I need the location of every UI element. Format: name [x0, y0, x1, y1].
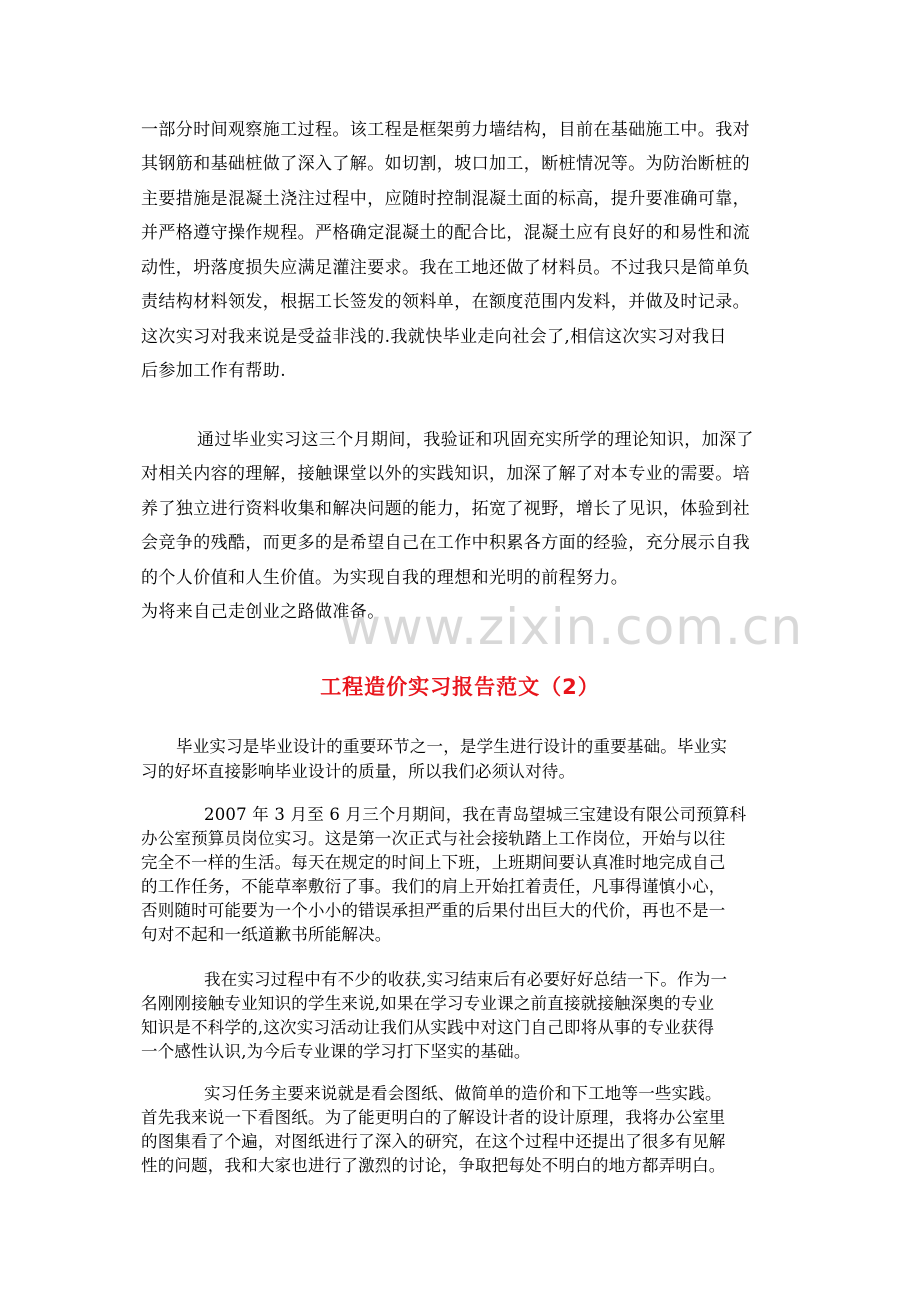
text-line: 习的好坏直接影响毕业设计的质量，所以我们必须认对待。	[141, 762, 576, 781]
text-line: 毕业实习是毕业设计的重要环节之一，是学生进行设计的重要基础。毕业实	[176, 737, 728, 756]
text-line: 对相关内容的理解，接触课堂以外的实践知识，加深了解了对本专业的需要。培	[141, 464, 750, 484]
text-line: 的图集看了个遍，对图纸进行了深入的研究，在这个过程中还提出了很多有见解	[141, 1132, 726, 1151]
section-heading: 工程造价实习报告范文（2）	[320, 675, 600, 699]
text-line: 动性，坍落度损失应满足灌注要求。我在工地还做了材料员。不过我只是简单负	[141, 258, 750, 278]
text-line: 一部分时间观察施工过程。该工程是框架剪力墙结构，目前在基础施工中。我对	[141, 120, 750, 140]
site-watermark: www.zixin.com.cn	[340, 598, 804, 656]
text-line: 其钢筋和基础桩做了深入了解。如切割，坡口加工，断桩情况等。为防治断桩的	[141, 154, 750, 174]
text-line: 完全不一样的生活。每天在规定的时间上下班，上班期间要认真准时地完成自己	[141, 853, 726, 872]
text-line: 养了独立进行资料收集和解决问题的能力，拓宽了视野，增长了见识，体验到社	[141, 499, 750, 519]
text-line: 办公室预算员岗位实习。这是第一次正式与社会接轨踏上工作岗位，开始与以往	[141, 829, 726, 848]
text-line: 知识是不科学的,这次实习活动让我们从实践中对这门自己即将从事的专业获得	[141, 1018, 715, 1037]
text-line: 性的问题，我和大家也进行了激烈的讨论，争取把每处不明白的地方都弄明白。	[141, 1156, 726, 1175]
text-line: 这次实习对我来说是受益非浅的.我就快毕业走向社会了,相信这次实习对我日	[141, 327, 727, 347]
text-line: 我在实习过程中有不少的收获,实习结束后有必要好好总结一下。作为一	[204, 970, 728, 989]
text-line: 首先我来说一下看图纸。为了能更明白的了解设计者的设计原理，我将办公室里	[141, 1108, 726, 1127]
text-line: 句对不起和一纸道歉书所能解决。	[141, 925, 392, 944]
text-line: 实习任务主要来说就是看会图纸、做简单的造价和下工地等一些实践。	[204, 1084, 722, 1103]
text-line: 责结构材料领发，根据工长签发的领料单，在额度范围内发料，并做及时记录。	[141, 292, 750, 312]
text-line: 否则随时可能要为一个小小的错误承担严重的后果付出巨大的代价，再也不是一	[141, 901, 726, 920]
text-line: 并严格遵守操作规程。严格确定混凝土的配合比，混凝土应有良好的和易性和流	[141, 223, 750, 243]
text-line: 会竞争的残酷，而更多的是希望自己在工作中积累各方面的经验，充分展示自我	[141, 533, 750, 553]
text-line: 的个人价值和人生价值。为实现自我的理想和光明的前程努力。	[141, 568, 629, 588]
text-line: 2007 年 3 月至 6 月三个月期间，我在青岛望城三宝建设有限公司预算科	[204, 805, 747, 824]
text-line: 通过毕业实习这三个月期间，我验证和巩固充实所学的理论知识，加深了	[197, 430, 754, 450]
text-line: 名刚刚接触专业知识的学生来说,如果在学习专业课之前直接就接触深奥的专业	[141, 994, 715, 1013]
text-line: 的工作任务，不能草率敷衍了事。我们的肩上开始扛着责任，凡事得谨慎小心，	[141, 877, 726, 896]
text-line: 主要措施是混凝土浇注过程中，应随时控制混凝土面的标高，提升要准确可靠，	[141, 189, 750, 209]
text-line: 一个感性认识,为今后专业课的学习打下坚实的基础。	[141, 1042, 531, 1061]
text-line: 为将来自己走创业之路做准备。	[141, 602, 385, 622]
text-line: 后参加工作有帮助.	[141, 361, 287, 381]
